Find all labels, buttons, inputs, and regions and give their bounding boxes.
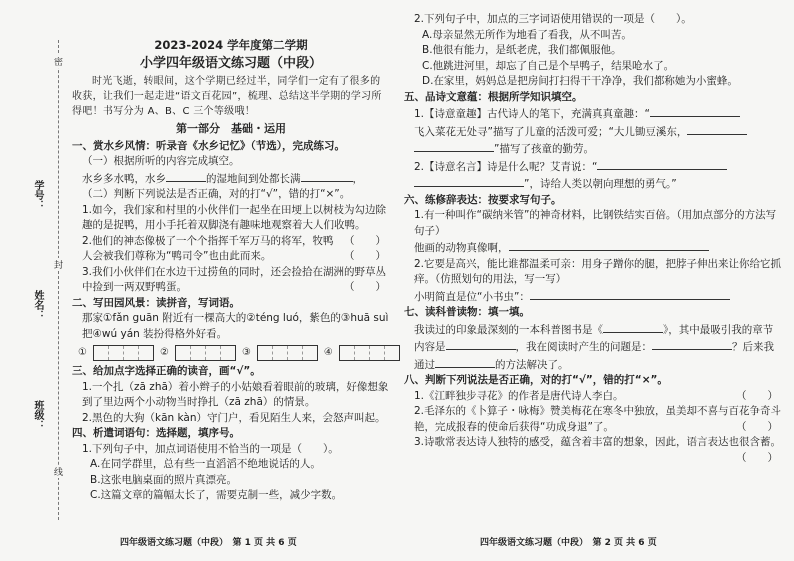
fill-text: ，我在阅读时产生的问题是： xyxy=(515,341,652,353)
binding-strip xyxy=(0,0,62,561)
fill-text: 我读过的印象最深刻的一本科普图书是《 xyxy=(414,323,603,336)
fill-line xyxy=(404,105,782,123)
answer-blank[interactable] xyxy=(530,288,730,300)
seal-mark: 封 xyxy=(54,258,63,271)
section-heading: 六、练修辞表达：按要求写句子。 xyxy=(404,193,562,206)
answer-blank[interactable] xyxy=(597,158,727,170)
section-heading: 五、品诗文意蕴：根据所学知识填空。 xyxy=(404,90,583,103)
student-number-label: 学号： xyxy=(32,180,43,210)
class-label: 班级： xyxy=(32,400,43,430)
fill-line xyxy=(72,170,390,188)
answer-blank[interactable] xyxy=(603,321,663,333)
judge-text: 1.如今，我们家和村里的小伙伴们一起坐在田埂上以树枝为勾边除趣的是捉鸭，用小手托着双脚浇有趣味地观察着大人们收鸭。 xyxy=(82,203,387,231)
fill-line xyxy=(404,158,782,176)
writing-grid[interactable] xyxy=(93,345,154,361)
left-column xyxy=(72,38,390,504)
grid-number: ③ xyxy=(241,347,251,359)
writing-grid[interactable] xyxy=(257,345,318,361)
judge-item xyxy=(72,203,390,247)
sub-heading: （一）根据所听的内容完成填空。 xyxy=(82,155,240,167)
section-heading: 八、判断下列说法是否正确，对的打“√”，错的打“×”。 xyxy=(404,374,668,386)
answer-blank[interactable] xyxy=(446,338,516,350)
grid-number: ④ xyxy=(323,347,333,359)
fill-text: 水乡多水鸭，水乡 xyxy=(82,172,166,185)
writing-grid[interactable] xyxy=(339,345,400,361)
fill-line xyxy=(404,140,782,158)
sub-heading: （二）判断下列说法是否正确，对的打“√”，错的打“×”。 xyxy=(82,188,351,200)
seal-mark: 密 xyxy=(54,55,63,68)
option-item[interactable]: C.他跳进河里，却忘了自己是个旱鸭子，结果呛水了。 xyxy=(422,59,675,72)
seal-mark: 线 xyxy=(54,465,63,478)
pinyin-grid-row xyxy=(78,345,390,361)
fill-text: ， xyxy=(352,172,363,185)
judge-item xyxy=(404,435,782,464)
fill-text: ”，诗给人类以朝向理想的勇气。” xyxy=(524,178,677,190)
school-year: 2023-2024 学年度第二学期 xyxy=(154,38,308,52)
judge-item xyxy=(404,389,782,405)
pinyin-text: 那家①fǎn guān 附近有一棵高大的②téng luó，紫色的③huā suì 把④wú yán 装扮得格外好看。 xyxy=(82,312,389,340)
option-item[interactable]: B.这张电脑桌面的照片真漂亮。 xyxy=(90,473,238,486)
fill-text: 的方法解决了。 xyxy=(495,358,569,371)
judge-text: 3.诗歌常表达诗人独特的感受，蕴含着丰富的想象，因此，语言表达也很含蓄。 xyxy=(414,436,782,448)
fill-text: ”描写了孩童的勤劳。 xyxy=(494,143,594,155)
page-title: 小学四年级语文练习题（中段） xyxy=(139,55,322,71)
answer-blank[interactable] xyxy=(687,123,747,135)
section-heading: 四、析遣词语句：选择题，填序号。 xyxy=(72,427,240,439)
answer-blank[interactable] xyxy=(650,105,740,117)
fill-text: 1.【诗意童趣】古代诗人的笔下，充满真真童趣：“ xyxy=(414,108,650,120)
intro-text: 时光飞逝，转眼间，这个学期已经过半，同学们一定有了很多的收获，让我们一起走进“语文百花园”，梳理、总结这半学期的学习所得吧！书写分为 A、B、C 三个等级哦！ xyxy=(72,76,382,117)
section-heading: 七、读科普读物：填一填。 xyxy=(404,306,530,318)
option-item[interactable]: A.在同学群里，总有些一直滔滔不绝地说话的人。 xyxy=(90,458,321,470)
judge-text: 2.他们的神态像极了一个个指挥千军万马的将军，牧鸭人会被我们尊称为“鸭司令”也由此而来。 xyxy=(82,234,334,262)
writing-grid[interactable] xyxy=(175,345,236,361)
answer-parens[interactable]: （ ） xyxy=(736,451,778,464)
page-footer-left: 四年级语文练习题（中段） 第 1 页 共 6 页 xyxy=(120,538,297,548)
answer-blank[interactable] xyxy=(414,175,524,187)
section-heading: 二、写田园风景：读拼音，写词语。 xyxy=(72,296,240,309)
answer-blank[interactable] xyxy=(652,338,732,350)
fill-line xyxy=(404,175,782,193)
answer-blank[interactable] xyxy=(435,356,495,368)
judge-text: 1.《江畔独步寻花》的作者是唐代诗人李白。 xyxy=(414,389,624,402)
fill-text: 飞入菜花无处寻”描写了儿童的活泼可爱；“大儿锄豆溪东， xyxy=(414,125,688,138)
answer-parens[interactable]: （ ） xyxy=(344,234,386,247)
option-item[interactable]: C.这篇文章的篇幅太长了，需要克制一些，减少字数。 xyxy=(90,489,343,501)
answer-blank[interactable] xyxy=(414,140,494,152)
answer-blank[interactable] xyxy=(509,239,709,251)
fill-text: 的湿地间到处都长满 xyxy=(206,172,301,185)
question-item: 1.一个扎（zā zhā）着小辫子的小姑娘看着眼前的玻璃，好像想象到了里边两个小动物当时挣扎（zā zhā）的情景。 xyxy=(82,380,389,408)
option-item[interactable]: B.他很有能力，是纸老虎，我们都佩服他。 xyxy=(422,44,622,56)
judge-text: 3.我们小伙伴们在水边干过捞鱼的同时，还会捡拾在湖洲的野草丛中捡到一两双野鸭蛋。 xyxy=(82,265,387,293)
fill-text: 他画的动物真像啊， xyxy=(414,242,509,254)
question-item: 2.下列句子中，加点的三字词语使用错误的一项是（ ）。 xyxy=(414,13,692,25)
section-heading: 三、给加点字选择正确的读音，画“√”。 xyxy=(72,365,261,377)
answer-blank[interactable] xyxy=(301,170,353,182)
grid-number: ② xyxy=(159,347,169,359)
fill-text: 》，其中最吸引我的章节内容是 xyxy=(414,323,774,353)
answer-parens[interactable]: （ ） xyxy=(736,420,778,433)
question-item: 2.黑色的大狗（kān kàn）守门户，看见陌生人来，会怒声叫起。 xyxy=(82,411,386,424)
fill-text: 2.【诗意名言】诗是什么呢？艾青说：“ xyxy=(414,160,598,173)
page-footer-right: 四年级语文练习题（中段） 第 2 页 共 6 页 xyxy=(480,538,657,548)
question-item: 1.有一种叫作“碳纳米管”的神奇材料，比钢铁结实百倍。（用加点部分的方法写句子） xyxy=(414,209,777,237)
fill-line xyxy=(404,288,782,306)
fill-line xyxy=(404,239,782,257)
judge-text: 2.毛泽东的《卜算子・咏梅》赞美梅花在寒冬中独放，虽美却不喜与百花争奇斗艳，完成报春的使命后获得“功成身退”了。 xyxy=(414,405,782,433)
fill-line xyxy=(404,123,782,141)
judge-item xyxy=(72,265,390,296)
name-label: 姓名： xyxy=(32,290,43,320)
question-item: 1.下列句子中，加点词语使用不恰当的一项是（ ）。 xyxy=(82,442,339,455)
part-heading: 第一部分 基础・运用 xyxy=(176,122,286,135)
answer-blank[interactable] xyxy=(166,170,206,182)
judge-item xyxy=(72,234,390,265)
fill-text: 小明简直是位“小书虫”： xyxy=(414,290,530,303)
fill-text: ？后来我通过 xyxy=(414,341,774,371)
answer-parens[interactable]: （ ） xyxy=(736,389,778,402)
option-item[interactable]: A.母亲显然无所作为地看了看我，从不叫苦。 xyxy=(422,28,632,41)
section-heading: 一、赏水乡风情：听录音《水乡记忆》（节选），完成练习。 xyxy=(72,139,345,152)
answer-parens[interactable]: （ ） xyxy=(344,281,386,293)
question-item: 2.它要是高兴，能比谁都温柔可亲：用身子蹭你的腿，把脖子伸出来让你给它抓痒。（仿照划句的用法，写一写） xyxy=(414,257,782,285)
judge-item xyxy=(404,404,782,435)
answer-parens[interactable]: （ ） xyxy=(344,250,386,262)
option-item[interactable]: D.在家里，妈妈总是把房间打扫得干干净净，我们都称她为小蜜蜂。 xyxy=(422,75,738,87)
seal-line xyxy=(58,40,59,520)
grid-number: ① xyxy=(78,347,87,359)
fill-paragraph xyxy=(404,321,782,374)
right-column xyxy=(404,12,782,466)
